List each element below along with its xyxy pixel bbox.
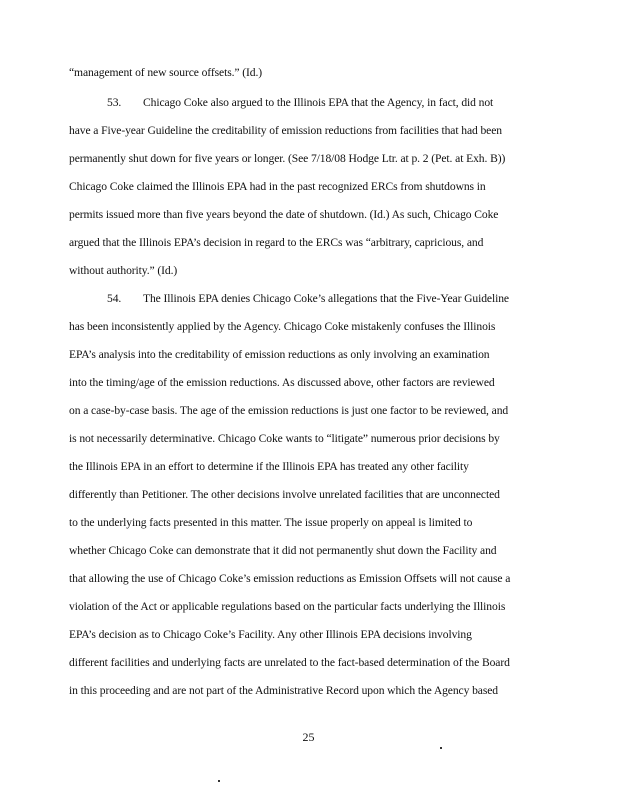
text-line: to the underlying facts presented in this matter. The issue properly on appeal is limited to [69, 516, 473, 529]
text-line: that allowing the use of Chicago Coke’s emission reductions as Emission Offsets will not cause a [69, 572, 511, 585]
text-line: permanently shut down for five years or longer. (See 7/18/08 Hodge Ltr. at p. 2 (Pet. at Exh. B)) [69, 152, 506, 165]
text-line: whether Chicago Coke can demonstrate that it did not permanently shut down the Facility and [69, 544, 497, 557]
text-line: Chicago Coke claimed the Illinois EPA had in the past recognized ERCs from shutdowns in [69, 180, 486, 193]
text-line: different facilities and underlying facts are unrelated to the fact-based determination of the Board [69, 656, 510, 669]
text-line: is not necessarily determinative. Chicago Coke wants to “litigate” numerous prior decisions by [69, 432, 500, 445]
text-line: EPA’s analysis into the creditability of emission reductions as only involving an examination [69, 348, 490, 361]
text-line: into the timing/age of the emission reductions. As discussed above, other factors are reviewed [69, 376, 495, 389]
paragraph-54 [107, 292, 509, 306]
scan-speck [440, 747, 442, 749]
text-line: violation of the Act or applicable regulations based on the particular facts underlying the Illinois [69, 600, 506, 613]
text-line: argued that the Illinois EPA’s decision in regard to the ERCs was “arbitrary, capricious, and [69, 236, 484, 249]
page-number: 25 [302, 730, 315, 744]
text-line: in this proceeding and are not part of the Administrative Record upon which the Agency based [69, 684, 498, 697]
paragraph-number: 53. [107, 96, 122, 109]
text-line: permits issued more than five years beyond the date of shutdown. (Id.) As such, Chicago Coke [69, 208, 499, 221]
text-line: The Illinois EPA denies Chicago Coke’s allegations that the Five-Year Guideline [143, 292, 509, 305]
text-line: on a case-by-case basis. The age of the emission reductions is just one factor to be reviewed, and [69, 404, 509, 417]
text-line: “management of new source offsets.” (Id.) [69, 66, 263, 79]
text-line: without authority.” (Id.) [69, 264, 178, 277]
text-line: Chicago Coke also argued to the Illinois EPA that the Agency, in fact, did not [143, 96, 494, 109]
text-line: have a Five-year Guideline the creditability of emission reductions from facilities that had been [69, 124, 502, 137]
paragraph-53 [107, 96, 493, 110]
text-line: differently than Petitioner. The other decisions involve unrelated facilities that are unconnected [69, 488, 500, 501]
text-line: the Illinois EPA in an effort to determine if the Illinois EPA has treated any other facility [69, 460, 469, 473]
paragraph-number: 54. [107, 292, 122, 305]
text-line: has been inconsistently applied by the Agency. Chicago Coke mistakenly confuses the Illinois [69, 320, 496, 333]
scan-speck [218, 780, 220, 782]
text-line: EPA’s decision as to Chicago Coke’s Facility. Any other Illinois EPA decisions involving [69, 628, 472, 641]
